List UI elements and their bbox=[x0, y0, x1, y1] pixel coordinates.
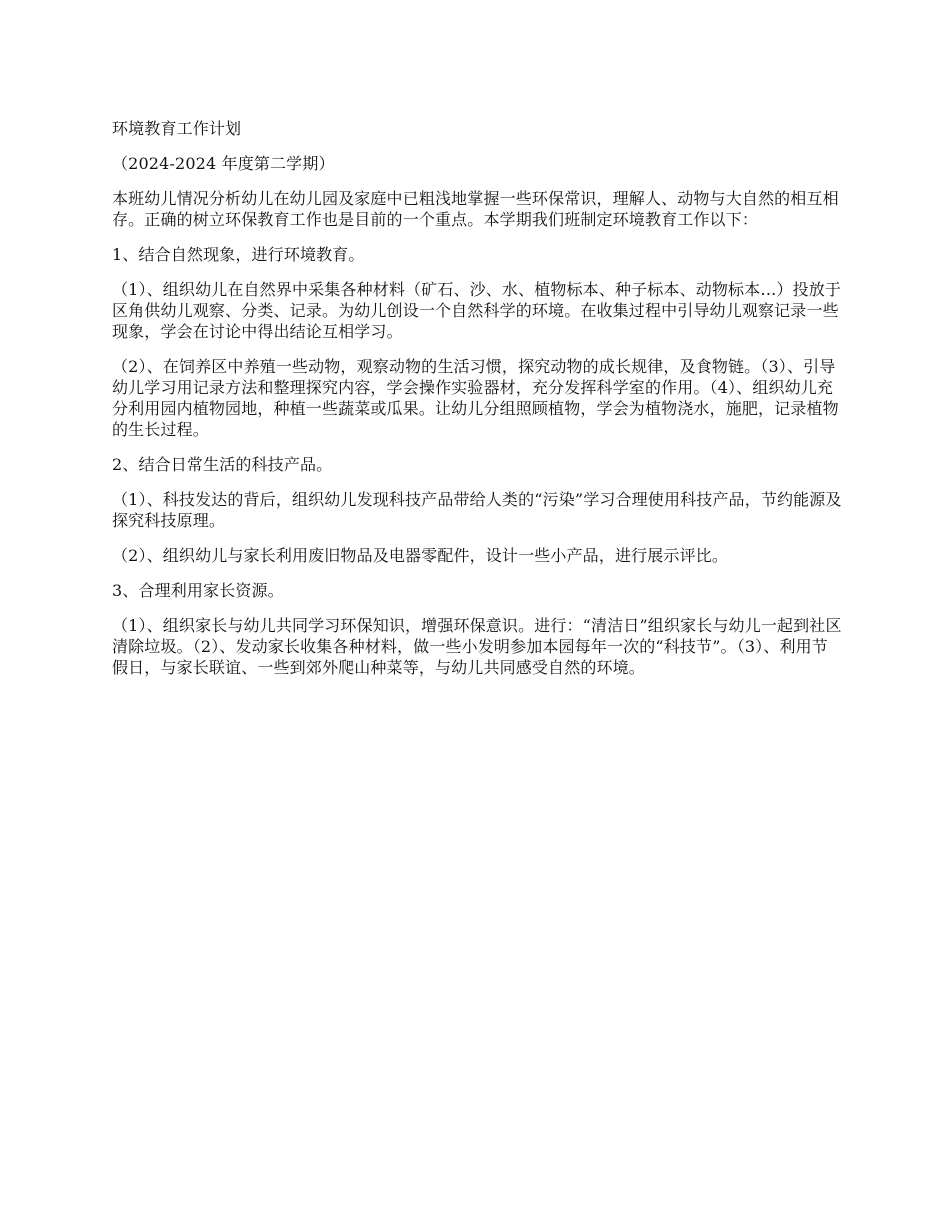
section-heading-3: 3、合理利用家长资源。 bbox=[112, 581, 284, 600]
section-2-item-2: （2）、组织幼儿与家长利用废旧物品及电器零配件，设计一些小产品，进行展示评比。 bbox=[112, 546, 729, 565]
section-3-items: （1）、组织家长与幼儿共同学习环保知识，增强环保意识。进行：“清洁日”组织家长与幼儿一起到社区清除垃圾。（2）、发动家长收集各种材料，做一些小发明参加本园每年一次的“科技节”。（3）、利用节假日，与家长联谊、一些到郊外爬山种菜等，与幼儿共同感受自然的环境。 bbox=[112, 616, 842, 677]
section-heading-2: 2、结合日常生活的科技产品。 bbox=[112, 455, 333, 474]
section-1-item-1: （1）、组织幼儿在自然界中采集各种材料（矿石、沙、水、植物标本、种子标本、动物标本…）投放于区角供幼儿观察、分类、记录。为幼儿创设一个自然科学的环境。在收集过程中引导幼儿观察记录一些现象，学会在讨论中得出结论互相学习。 bbox=[112, 280, 842, 341]
document-title: 环境教育工作计划 bbox=[112, 119, 242, 138]
section-1-item-2-4: （2）、在饲养区中养殖一些动物，观察动物的生活习惯，探究动物的成长规律，及食物链。（3）、引导幼儿学习用记录方法和整理探究内容，学会操作实验器材，充分发挥科学室的作用。（4）、组织幼儿充分利用园内植物园地，种植一些蔬菜或瓜果。让幼儿分组照顾植物，学会为植物浇水，施肥，记录植物的生长过程。 bbox=[112, 357, 839, 439]
document-page bbox=[112, 118, 842, 692]
intro-paragraph: 本班幼儿情况分析幼儿在幼儿园及家庭中已粗浅地掌握一些环保常识，理解人、动物与大自然的相互相存。正确的树立环保教育工作也是目前的一个重点。本学期我们班制定环境教育工作以下： bbox=[112, 189, 839, 229]
section-2-item-1: （1）、科技发达的背后，组织幼儿发现科技产品带给人类的“污染”学习合理使用科技产品，节约能源及探究科技原理。 bbox=[112, 490, 842, 530]
section-heading-1: 1、结合自然现象，进行环境教育。 bbox=[112, 245, 365, 264]
document-subtitle: （2024-2024 年度第二学期） bbox=[112, 154, 335, 173]
